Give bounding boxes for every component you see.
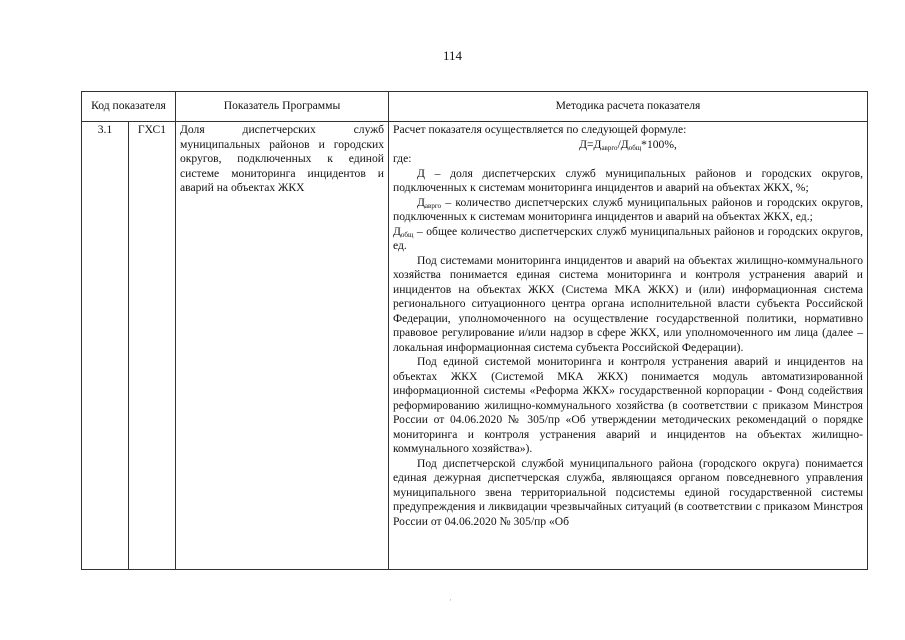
header-indicator: Показатель Программы [176, 92, 389, 122]
formula-lhs: Д=Д [579, 137, 602, 151]
definition-d: Д – доля диспетчерских служб муниципальных районов и городских округов, подключенных к системам мониторинга инцидентов и аварий на объектах ЖКХ, %; [393, 166, 863, 194]
table-header-row [82, 92, 868, 122]
row-number: 3.1 [82, 122, 129, 570]
total-symbol: Д [393, 224, 401, 238]
formula-sub-avr: аврго [601, 143, 618, 152]
table-row [82, 122, 868, 570]
indicator-name: Доля диспетчерских служб муниципальных районов и городских округов, подключенных к единой системе мониторинга инцидентов и аварий на объектах ЖКХ [176, 122, 389, 570]
paragraph-monitoring-systems: Под системами мониторинга инцидентов и аварий на объектах жилищно-коммунального хозяйства понимается единая система мониторинга и контроля устранения аварий и инцидентов на объектах ЖКХ (Система МКА ЖКХ) и (или) информационная система регионального ситуационного центра органа исполнительной власти субъекта Российской Федерации, уполномоченного на осуществление государственной политики, нормативно правовое регулирование и/или надзор в сфере ЖКХ, или уполномоченного им лица (далее – локальная информационная система субъекта Российской Федерации). [393, 253, 863, 354]
indicator-table [81, 91, 868, 570]
total-subscript: общ [400, 230, 414, 239]
avr-subscript: аврго [424, 201, 442, 210]
formula-rhs: *100%, [641, 137, 677, 151]
avr-symbol: Д [417, 195, 425, 209]
method-cell [389, 122, 868, 570]
definition-total [393, 225, 863, 254]
header-code: Код показателя [82, 92, 176, 122]
method-intro: Расчет показателя осуществляется по следующей формуле: [393, 123, 687, 136]
row-code: ГХС1 [129, 122, 176, 570]
paragraph-dispatch-service: Под диспетчерской службой муниципального района (городского округа) понимается единая дежурная диспетчерская служба, являющаяся органом повседневного управления муниципального звена территориальной подсистемы единой государственной системы предупреждения и ликвидации чрезвычайных ситуаций (в соответствии с приказом Минстроя России от 04.06.2020 № 305/пр «Об [393, 456, 863, 528]
header-method: Методика расчета показателя [389, 92, 868, 122]
formula [393, 138, 863, 153]
page-number: 114 [442, 48, 463, 63]
total-text: – общее количество диспетчерских служб муниципальных районов и городских округов, ед. [393, 224, 863, 252]
formula-mid: /Д [617, 137, 629, 151]
avr-text: – количество диспетчерских служб муниципальных районов и городских округов, подключенных к системам мониторинга инцидентов и аварий на объектах ЖКХ, ед.; [393, 195, 863, 223]
where-label: где: [393, 152, 412, 165]
scan-mark: · [449, 595, 452, 605]
formula-sub-total: общ [628, 143, 642, 152]
definition-avr [393, 196, 863, 225]
paragraph-mka-system: Под единой системой мониторинга и контроля устранения аварий и инцидентов на объектах ЖКХ (Системой МКА ЖКХ) понимается модуль автоматизированной информационной системы «Реформа ЖКХ» государственной корпорации - Фонд содействия реформированию жилищно-коммунального хозяйства (в соответствии с приказом Минстроя России от 04.06.2020 № 305/пр «Об утверждении методических рекомендаций о порядке мониторинга и контроля устранения аварий и инцидентов на объектах жилищно-коммунального хозяйства»). [393, 355, 863, 455]
